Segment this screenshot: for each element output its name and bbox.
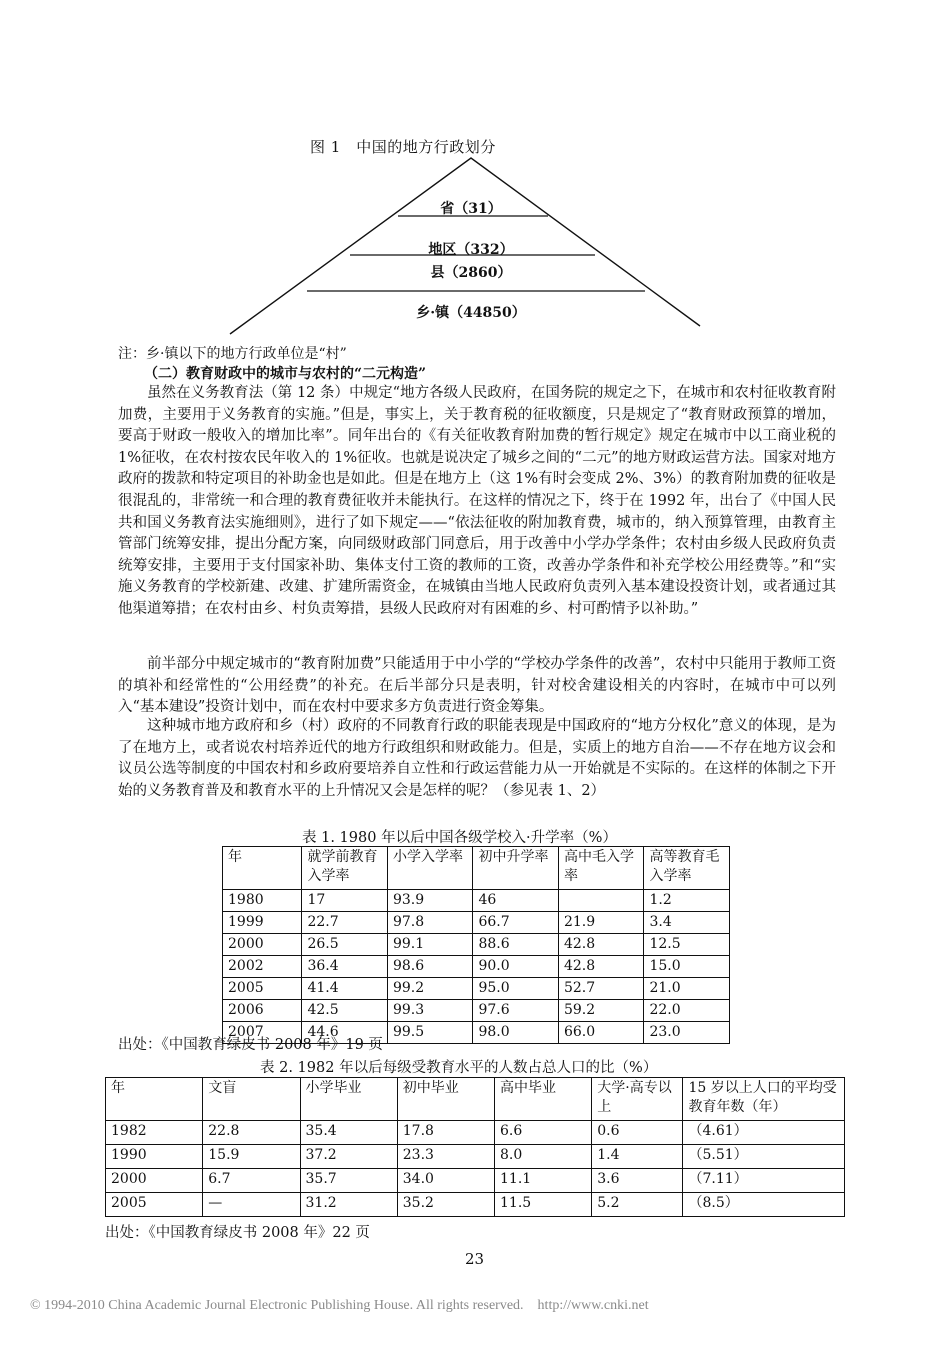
- table-cell: 97.6: [473, 1000, 559, 1022]
- table-cell: 1990: [106, 1145, 203, 1169]
- table-cell: （4.61）: [683, 1121, 845, 1145]
- table-cell: 35.7: [300, 1169, 397, 1193]
- table-cell: 8.0: [495, 1145, 592, 1169]
- table-cell: 99.5: [387, 1022, 473, 1044]
- table-cell: 11.5: [495, 1193, 592, 1217]
- table-cell: 17: [302, 890, 388, 912]
- copyright-footer: © 1994-2010 China Academic Journal Electronic Publishing House. All rights reserved. http://www.cnki.net: [30, 1298, 649, 1313]
- table-row: [106, 1169, 845, 1193]
- table2-header-cell: 15 岁以上人口的平均受教育年数（年）: [683, 1078, 845, 1121]
- table-cell: 0.6: [592, 1121, 683, 1145]
- table-cell: 2007: [223, 1022, 302, 1044]
- table-cell: [558, 890, 644, 912]
- table-row: [223, 912, 730, 934]
- table-cell: 21.9: [558, 912, 644, 934]
- table-row: [223, 1000, 730, 1022]
- table-row: [106, 1145, 845, 1169]
- table-cell: 1999: [223, 912, 302, 934]
- table-row: [223, 978, 730, 1000]
- table-cell: 2005: [106, 1193, 203, 1217]
- table-cell: 31.2: [300, 1193, 397, 1217]
- table-cell: 12.5: [644, 934, 730, 956]
- table1-header-cell: 高中毛入学率: [558, 847, 644, 890]
- table-cell: 46: [473, 890, 559, 912]
- table-row: [223, 934, 730, 956]
- table-cell: 11.1: [495, 1169, 592, 1193]
- table-row: [223, 890, 730, 912]
- table-cell: 15.9: [203, 1145, 300, 1169]
- table-cell: 3.6: [592, 1169, 683, 1193]
- table-cell: 93.9: [387, 890, 473, 912]
- table-cell: 52.7: [558, 978, 644, 1000]
- figure-note: 注：乡·镇以下的地方行政单位是“村”: [118, 346, 347, 362]
- table-cell: 42.5: [302, 1000, 388, 1022]
- table-cell: 17.8: [397, 1121, 494, 1145]
- table-cell: 66.0: [558, 1022, 644, 1044]
- table-cell: 15.0: [644, 956, 730, 978]
- table-row: [106, 1121, 845, 1145]
- pyramid-level-county: 县（2860）: [430, 265, 512, 281]
- table-cell: 1982: [106, 1121, 203, 1145]
- table2-header-cell: 初中毕业: [397, 1078, 494, 1121]
- table-cell: 23.3: [397, 1145, 494, 1169]
- table2-source: 出处：《中国教育绿皮书 2008 年》22 页: [105, 1225, 370, 1241]
- section-heading: （二）教育财政中的城市与农村的“二元构造”: [144, 366, 427, 382]
- table-cell: 23.0: [644, 1022, 730, 1044]
- table-cell: 35.4: [300, 1121, 397, 1145]
- table-cell: 22.7: [302, 912, 388, 934]
- table1-source: 出处：《中国教育绿皮书 2008 年》19 页: [118, 1037, 383, 1053]
- table1-header-cell: 初中升学率: [473, 847, 559, 890]
- table-cell: 99.3: [387, 1000, 473, 1022]
- admin-pyramid-figure: [220, 156, 720, 336]
- table-cell: 36.4: [302, 956, 388, 978]
- table-cell: 2006: [223, 1000, 302, 1022]
- table-cell: （7.11）: [683, 1169, 845, 1193]
- table-cell: 88.6: [473, 934, 559, 956]
- table2-header-cell: 大学·高专以上: [592, 1078, 683, 1121]
- table1-header-cell: 高等教育毛入学率: [644, 847, 730, 890]
- table-cell: 98.6: [387, 956, 473, 978]
- table-cell: 2005: [223, 978, 302, 1000]
- table-cell: —: [203, 1193, 300, 1217]
- table-cell: （8.5）: [683, 1193, 845, 1217]
- table1-header-cell: 小学入学率: [387, 847, 473, 890]
- table-cell: 37.2: [300, 1145, 397, 1169]
- table-cell: 1.4: [592, 1145, 683, 1169]
- table2-title: 表 2. 1982 年以后每级受教育水平的人数占总人口的比（%）: [260, 1060, 658, 1076]
- table1-header-cell: 就学前教育入学率: [302, 847, 388, 890]
- table2-header-cell: 年: [106, 1078, 203, 1121]
- table-cell: 99.1: [387, 934, 473, 956]
- table-cell: 22.0: [644, 1000, 730, 1022]
- table-cell: 1980: [223, 890, 302, 912]
- table-cell: 21.0: [644, 978, 730, 1000]
- table-cell: 35.2: [397, 1193, 494, 1217]
- table-cell: 59.2: [558, 1000, 644, 1022]
- table-cell: 26.5: [302, 934, 388, 956]
- pyramid-level-prefecture: 地区（332）: [428, 242, 514, 258]
- table-cell: 2000: [106, 1169, 203, 1193]
- table-cell: 97.8: [387, 912, 473, 934]
- table-cell: 42.8: [558, 956, 644, 978]
- table-cell: （5.51）: [683, 1145, 845, 1169]
- table-cell: 44.6: [302, 1022, 388, 1044]
- table1-header-cell: 年: [223, 847, 302, 890]
- body-paragraph-1: 虽然在义务教育法（第 12 条）中规定“地方各级人民政府，在国务院的规定之下，在城市和农村征收教育附加费，主要用于义务教育的实施。”但是，事实上，关于教育税的征收额度，只是规定了“教育财政预算的增加，要高于财政一般收入的增加比率”。同年出台的《有关征收教育附加费的暂行规定》规定在城市中以工商业税的 1%征收，在农村按农民年收入的 1%征收。也就是说决定了城乡之间的“二元”的地方财政运营方法。国家对地方政府的拨款和特定项目的补助金也是如此。但是在地方上（这 1%有时会变成 2%、3%）的教育附加费的征收是很混乱的，非常统一和合理的教育费征收并未能执行。在这样的情况之下，终于在 1992 年，出台了《中国人民共和国义务教育法实施细则》，进行了如下规定——“依法征收的附加教育费，城市的，纳入预算管理，由教育主管部门统筹安排，提出分配方案，向同级财政部门同意后，用于改善中小学办学条件；农村由乡级人民政府负责统筹安排，主要用于支付国家补助、集体支付工资的教师的工资，改善办学条件和补充学校公用经费等。”和“实施义务教育的学校新建、改建、扩建所需资金，在城镇由当地人民政府负责列入基本建设投资计划，或者通过其他渠道筹措；在农村由乡、村负责筹措，县级人民政府对有困难的乡、村可酌情予以补助。”: [118, 385, 836, 617]
- table-row: [106, 1193, 845, 1217]
- table1-header-row: [223, 847, 730, 890]
- table2-header-cell: 文盲: [203, 1078, 300, 1121]
- enrollment-rate-table: [222, 846, 730, 1044]
- table-cell: 42.8: [558, 934, 644, 956]
- table-cell: 34.0: [397, 1169, 494, 1193]
- table-cell: 2000: [223, 934, 302, 956]
- table-cell: 95.0: [473, 978, 559, 1000]
- table-cell: 66.7: [473, 912, 559, 934]
- pyramid-level-province: 省（31）: [440, 201, 502, 217]
- body-paragraph-2: 前半部分中规定城市的“教育附加费”只能适用于中小学的“学校办学条件的改善”，农村中只能用于教师工资的填补和经常性的“公用经费”的补充。在后半部分只是表明，针对校舍建设相关的内容时，在城市中可以列入“基本建设”投资计划中，而在农村中要求多方负责进行资金筹集。: [118, 656, 836, 716]
- table-cell: 5.2: [592, 1193, 683, 1217]
- table-cell: 99.2: [387, 978, 473, 1000]
- table-cell: 3.4: [644, 912, 730, 934]
- table2-header-cell: 高中毕业: [495, 1078, 592, 1121]
- table-cell: 90.0: [473, 956, 559, 978]
- table-cell: 1.2: [644, 890, 730, 912]
- figure-caption: 图 1 中国的地方行政划分: [310, 138, 496, 156]
- table2-header-row: [106, 1078, 845, 1121]
- table1-title: 表 1. 1980 年以后中国各级学校入·升学率（%）: [302, 830, 617, 846]
- education-level-table: [105, 1077, 845, 1217]
- table-cell: 22.8: [203, 1121, 300, 1145]
- table-cell: 2002: [223, 956, 302, 978]
- pyramid-level-township: 乡·镇（44850）: [416, 305, 526, 321]
- body-paragraph-3: 这种城市地方政府和乡（村）政府的不同教育行政的职能表现是中国政府的“地方分权化”意义的体现，是为了在地方上，或者说农村培养近代的地方行政组织和财政能力。但是，实质上的地方自治——不存在地方议会和议员公选等制度的中国农村和乡政府要培养自立性和行政运营能力从一开始就是不实际的。在这样的体制之下开始的义务教育普及和教育水平的上升情况又会是怎样的呢？（参见表 1、2）: [118, 718, 836, 799]
- table2-header-cell: 小学毕业: [300, 1078, 397, 1121]
- table-row: [223, 956, 730, 978]
- table-cell: 6.7: [203, 1169, 300, 1193]
- table-cell: 98.0: [473, 1022, 559, 1044]
- table-cell: 41.4: [302, 978, 388, 1000]
- page-number: 23: [465, 1250, 485, 1268]
- table-cell: 6.6: [495, 1121, 592, 1145]
